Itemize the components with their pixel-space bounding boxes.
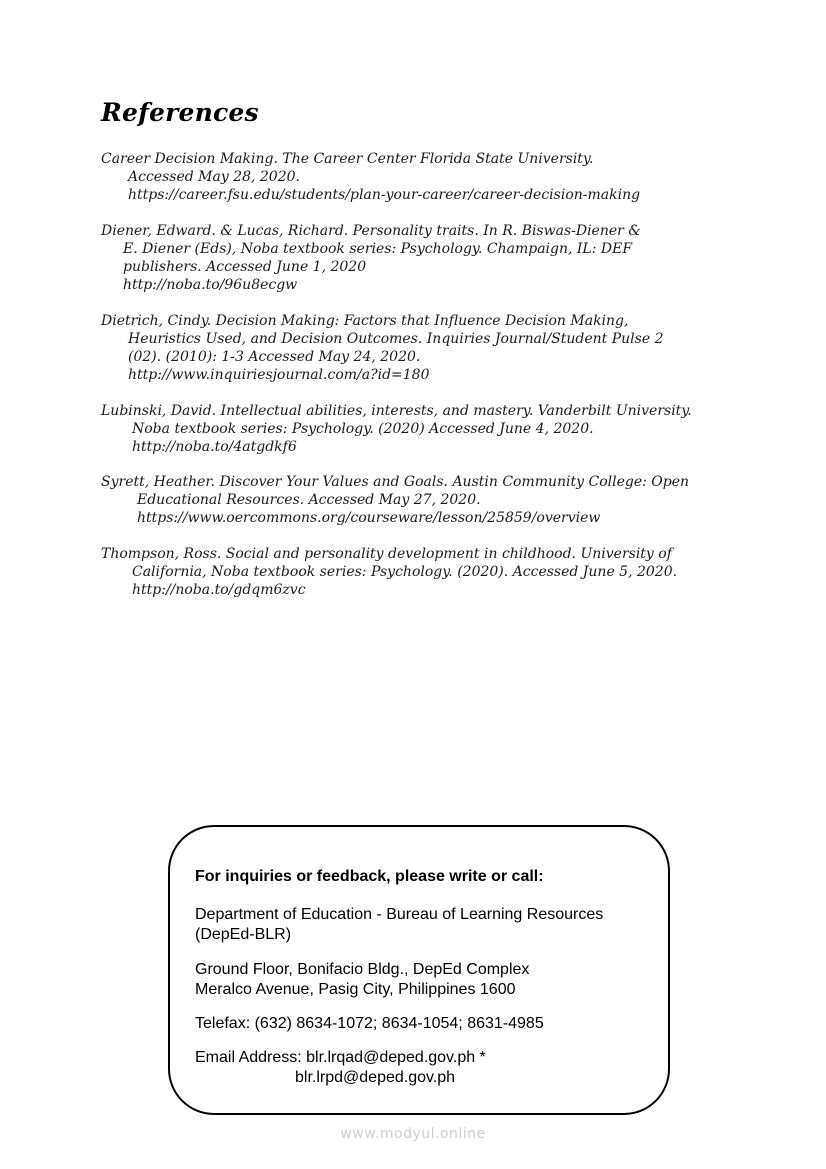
reference-entry: Dietrich, Cindy. Decision Making: Factors that Influence Decision Making, Heuristics Used, and Decision Outcomes. Inquiries Journal/Student Pulse 2 (02). (2010): 1-3 Accessed May 24, 2020. http://www.inquiriesjournal.com/a?id=180 [101, 313, 664, 383]
reference-entry: Syrett, Heather. Discover Your Values and Goals. Austin Community College: Open Educational Resources. Accessed May 27, 2020. https://www.oercommons.org/courseware/lesson/25859/overview [101, 474, 690, 526]
contact-title: For inquiries or feedback, please write or call: [195, 868, 544, 885]
watermark: www.modyul.online [340, 1126, 486, 1142]
office-address: Ground Floor, Bonifacio Bldg., DepEd Complex Meralco Avenue, Pasig City, Philippines 1600 [195, 961, 530, 998]
department-name: Department of Education - Bureau of Learning Resources (DepEd-BLR) [195, 906, 604, 943]
page-title: References [101, 98, 259, 127]
reference-entry: Lubinski, David. Intellectual abilities, interests, and mastery. Vanderbilt University. Noba textbook series: Psychology. (2020) Accessed June 4, 2020. http://noba.to/4atgdkf6 [101, 403, 692, 455]
telefax: Telefax: (632) 8634-1072; 8634-1054; 8631-4985 [195, 1015, 544, 1032]
reference-entry: Thompson, Ross. Social and personality development in childhood. University of California, Noba textbook series: Psychology. (2020). Accessed June 5, 2020. http://noba.to/gdqm6zvc [101, 546, 678, 598]
reference-entry: Career Decision Making. The Career Center Florida State University. Accessed May 28, 2020. https://career.fsu.edu/students/plan-your-career/career-decision-making [101, 151, 641, 203]
reference-entry: Diener, Edward. & Lucas, Richard. Personality traits. In R. Biswas-Diener & E. Diener (Eds), Noba textbook series: Psychology. Champaign, IL: DEF publishers. Accessed June 1, 2020 http://noba.to/96u8ecgw [101, 223, 641, 293]
email-address: Email Address: blr.lrqad@deped.gov.ph * blr.lrpd@deped.gov.ph [195, 1049, 486, 1086]
contact-box [168, 825, 670, 1115]
